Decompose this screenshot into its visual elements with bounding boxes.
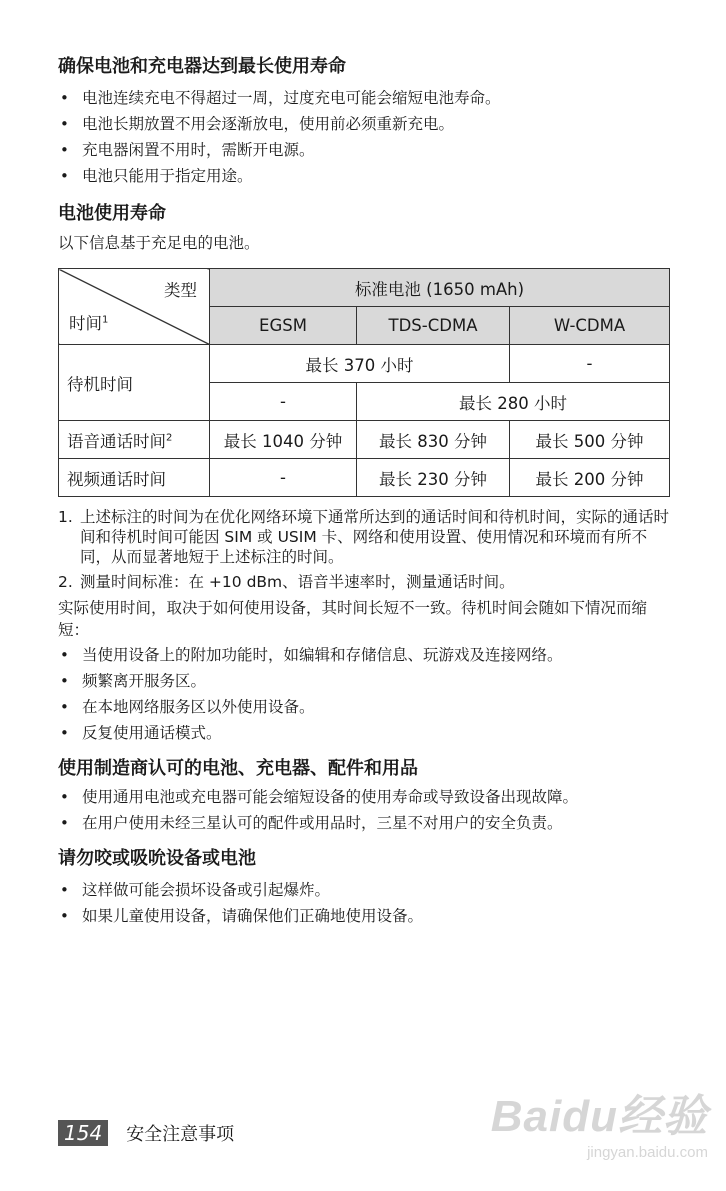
table-row — [59, 421, 670, 459]
table-cell: - — [210, 383, 357, 421]
page-footer — [58, 1120, 234, 1146]
watermark-brand: Baidu经验 — [490, 1092, 708, 1141]
table-corner-cell — [59, 269, 210, 345]
intro-text: 以下信息基于充足电的电池。 — [58, 234, 260, 252]
list-item: • 这样做可能会损坏设备或引起爆炸。 — [58, 877, 670, 903]
footnotes — [58, 507, 670, 592]
list-item: • 电池只能用于指定用途。 — [58, 163, 670, 189]
bullet-list — [58, 877, 670, 929]
table-row — [59, 345, 670, 383]
list-item: • 反复使用通话模式。 — [58, 723, 670, 744]
col-header-tds-cdma: TDS-CDMA — [357, 307, 510, 345]
col-header-w-cdma: W-CDMA — [510, 307, 670, 345]
list-item: • 电池连续充电不得超过一周，过度充电可能会缩短电池寿命。 — [58, 85, 670, 111]
table-row — [59, 459, 670, 497]
section-title: 使用制造商认可的电池、充电器、配件和用品 — [58, 758, 418, 779]
list-item: • 充电器闲置不用时，需断开电源。 — [58, 137, 670, 163]
section-title: 确保电池和充电器达到最长使用寿命 — [58, 56, 346, 77]
section-title: 请勿咬或吸吮设备或电池 — [58, 848, 256, 869]
list-item: • 使用通用电池或充电器可能会缩短设备的使用寿命或导致设备出现故障。 — [58, 787, 670, 808]
table-cell: 最长 830 分钟 — [357, 421, 510, 459]
table-cell: 最长 370 小时 — [210, 345, 510, 383]
table-cell: 最长 280 小时 — [357, 383, 670, 421]
bullet-list — [58, 787, 670, 834]
section-do-not-bite — [58, 846, 670, 929]
row-label-standby: 待机时间 — [59, 345, 210, 421]
table-cell: 最长 200 分钟 — [510, 459, 670, 497]
corner-time-label: 时间$^1$ — [69, 314, 109, 333]
col-header-egsm: EGSM — [210, 307, 357, 345]
row-label-voice: 语音通话时间$^2$ — [59, 421, 210, 459]
list-item: • 如果儿童使用设备，请确保他们正确地使用设备。 — [58, 903, 670, 929]
section-title: 电池使用寿命 — [58, 203, 166, 224]
list-item: • 在用户使用未经三星认可的配件或用品时，三星不对用户的安全负责。 — [58, 813, 670, 834]
footer-section-title: 安全注意事项 — [126, 1124, 235, 1145]
list-item: • 当使用设备上的附加功能时，如编辑和存储信息、玩游戏及连接网络。 — [58, 645, 670, 666]
bullet-list — [58, 85, 670, 189]
list-item: • 频繁离开服务区。 — [58, 671, 670, 692]
corner-type-label: 类型 — [164, 281, 197, 300]
section-usage-time — [58, 597, 670, 744]
list-item: • 在本地网络服务区以外使用设备。 — [58, 697, 670, 718]
table-row — [59, 269, 670, 307]
row-label-video: 视频通话时间 — [59, 459, 210, 497]
section-battery-usage — [58, 201, 670, 254]
table-cell: 最长 1040 分钟 — [210, 421, 357, 459]
section-approved-accessories — [58, 756, 670, 834]
battery-life-table — [58, 268, 670, 497]
table-cell: - — [210, 459, 357, 497]
footnote: 2. 测量时间标准：在 +10 dBm、语音半速率时，测量通话时间。 — [58, 573, 515, 591]
baidu-watermark — [491, 1080, 708, 1161]
usage-paragraph: 实际使用时间，取决于如何使用设备，其时间长短不一致。待机时间会随如下情况而缩短： — [58, 599, 648, 639]
watermark-url: jingyan.baidu.com — [587, 1144, 708, 1161]
table-cell: 最长 230 分钟 — [357, 459, 510, 497]
footnote: 1. 上述标注的时间为在优化网络环境下通常所达到的通话时间和待机时间，实际的通话时间和待机时间可能因 SIM 或 USIM 卡、网络和使用设置、使用情况和环境而有所不同，从而显著地短于上述标注的时间。 — [58, 508, 670, 566]
table-cell: - — [510, 345, 670, 383]
table-cell: 最长 500 分钟 — [510, 421, 670, 459]
list-item: • 电池长期放置不用会逐渐放电，使用前必须重新充电。 — [58, 111, 670, 137]
bullet-list — [58, 645, 670, 744]
section-battery-life-tips — [58, 54, 670, 189]
battery-header: 标准电池 (1650 mAh) — [210, 269, 670, 307]
page-number: 154 — [58, 1120, 108, 1146]
page-content — [58, 54, 670, 941]
